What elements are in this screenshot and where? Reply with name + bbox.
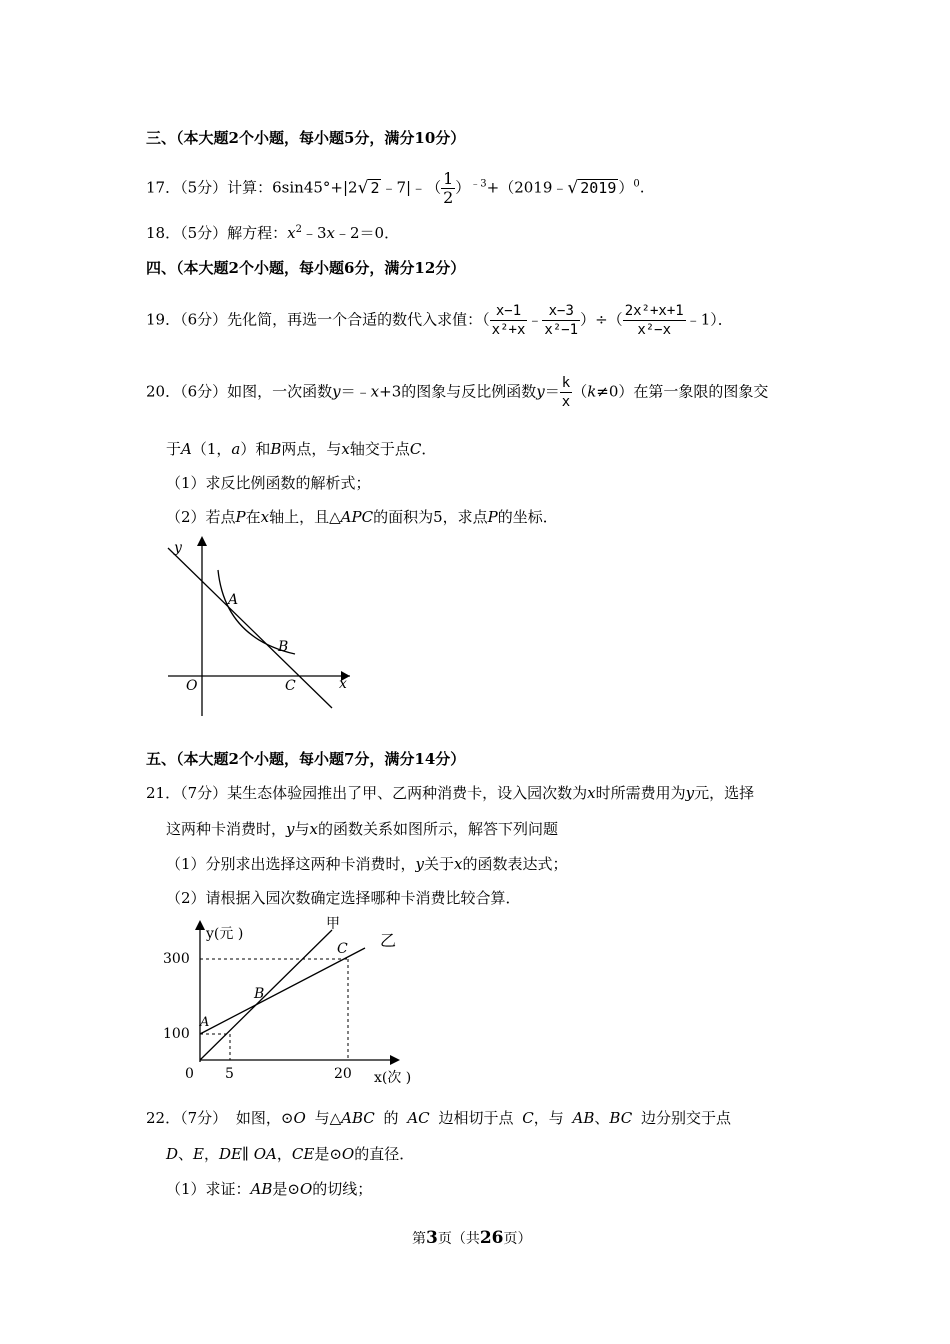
figure-20	[160, 530, 360, 720]
q17-sqrt-2: 2	[370, 178, 380, 197]
q19-fraction-3: $\frac{\text{2x²+x+1}}{\text{x²−x}}$	[624, 303, 684, 338]
q22-line-2: D、E，DE∥ OA，CE是⊙O的直径．	[166, 1145, 415, 1163]
fig21-x-arrow	[390, 1055, 400, 1065]
question-20: 20．（6分）如图，一次函数y＝﹣x+3的图象与反比例函数y＝ $\frac{k}{x}$ （k≠0）在第一象限的图象交	[146, 375, 769, 410]
q20-fraction: $\frac{k}{x}$	[561, 375, 571, 410]
fig21-line-jia	[200, 930, 332, 1060]
q21-line-2: 这两种卡消费时，y与x的函数关系如图所示，解答下列问题	[166, 820, 558, 838]
fig21-tick-20: 20	[334, 1066, 352, 1082]
fig21-tick-100: 100	[163, 1026, 190, 1042]
q22-subquestion-1: （1）求证：AB是⊙O的切线；	[166, 1180, 373, 1198]
q20-subquestion-1: （1）求反比例函数的解析式；	[166, 474, 371, 492]
q17-text-mid2: +（2019﹣	[486, 178, 568, 197]
q17-power: ﹣3	[470, 178, 487, 190]
q22-points: （7分）	[180, 1109, 228, 1127]
fig21-label-yi: 乙	[380, 931, 397, 950]
q19-points: （6分）	[180, 310, 228, 329]
q17-text-mid: ﹣7|﹣（	[381, 178, 442, 197]
sqrt-icon: √	[357, 177, 369, 198]
q17-number: 17．	[146, 178, 181, 197]
q19-text: 先化简，再选一个合适的数代入求值：（	[227, 310, 490, 329]
q17-power-zero: 0	[633, 178, 640, 190]
fig21-label-jia: 甲	[326, 916, 340, 932]
q20-subquestion-2: （2）若点P在x轴上，且△APC的面积为5，求点P的坐标．	[166, 508, 558, 526]
page-total: 26	[479, 1228, 504, 1248]
q17-sqrt-2019: 2019	[580, 178, 617, 197]
fig21-label-x: x(次 )	[374, 1070, 412, 1086]
fig20-label-y: y	[174, 540, 182, 556]
fig20-label-a: A	[228, 592, 239, 608]
fig21-label-b: B	[254, 986, 265, 1002]
q19-fraction-1: $\frac{x-1}{\text{x²+x}}$	[491, 303, 526, 338]
fig21-label-y: y(元 )	[206, 926, 244, 942]
fig20-label-o: O	[186, 678, 198, 694]
page-number: 3	[426, 1228, 438, 1248]
q17-fraction: $\frac{1}{2}$	[443, 169, 454, 207]
fig21-line-yi	[200, 948, 365, 1034]
q21-points: （7分）	[180, 784, 228, 802]
question-19: 19．（6分）先化简，再选一个合适的数代入求值：（ $\frac{x-1}{\text{x²+x}}$ ﹣ $\frac{x-3}{\text{x²−1}}$ ）÷（ $\frac{\text{2x²+x+1}}{\text{x²−x}}$ ﹣1）．	[146, 303, 733, 338]
section-3-heading: 三、（本大题2个小题，每小题5分，满分10分）	[146, 129, 466, 147]
section-4-heading: 四、（本大题2个小题，每小题6分，满分12分）	[146, 259, 466, 277]
q19-number: 19．	[146, 310, 181, 329]
page-footer: 第3页（共26页）	[412, 1228, 532, 1248]
q21-subquestion-1: （1）分别求出选择这两种卡消费时，y关于x的函数表达式；	[166, 855, 568, 873]
fig21-label-a: A	[200, 1015, 210, 1030]
fig21-label-c: C	[337, 941, 348, 957]
q21-number: 21．	[146, 784, 181, 802]
sqrt-icon: √	[567, 177, 579, 198]
fig20-label-b: B	[278, 639, 289, 655]
section-5-heading: 五、（本大题2个小题，每小题7分，满分14分）	[146, 750, 466, 768]
q19-fraction-2: $\frac{x-3}{\text{x²−1}}$	[544, 303, 579, 338]
fig21-tick-5: 5	[225, 1066, 234, 1082]
q22-number: 22．	[146, 1109, 181, 1127]
fig20-y-arrow	[197, 536, 207, 546]
q18-points: （5分）	[180, 224, 228, 242]
question-17: 17．（5分）计算：6sin45°+|2√ 2 ﹣7|﹣（ $\frac{1}{2}$ ）$^{﹣3}$+（2019﹣√ 2019 ）$^0$.	[146, 169, 645, 207]
question-21: 21．（7分）某生态体验园推出了甲、乙两种消费卡，设入园次数为x时所需费用为y元，选择	[146, 784, 755, 802]
q17-points: （5分）	[180, 178, 228, 197]
q20-line-2: 于A（1，a）和B两点，与x轴交于点C．	[166, 440, 437, 458]
question-18: 18．（5分）解方程：$x^2﹣3x﹣2=0$．	[146, 224, 400, 242]
fig20-label-c: C	[285, 678, 296, 694]
q18-text: 解方程：	[227, 224, 288, 242]
q21-subquestion-2: （2）请根据入园次数确定选择哪种卡消费比较合算．	[166, 889, 521, 907]
fig21-y-arrow	[195, 920, 205, 930]
question-22: 22．（7分） 如图，⊙O 与△ABC 的 AC 边相切于点 C，与 AB、BC 边分别交于点	[146, 1109, 731, 1127]
q20-points: （6分）	[180, 382, 228, 401]
figure-21	[160, 912, 430, 1092]
q17-text: 计算：6sin45°+|2	[227, 178, 358, 197]
q20-number: 20．	[146, 382, 181, 401]
fig21-tick-300: 300	[163, 951, 190, 967]
q18-number: 18．	[146, 224, 181, 242]
fig20-label-x: x	[339, 676, 347, 692]
fig21-tick-0: 0	[185, 1066, 194, 1082]
